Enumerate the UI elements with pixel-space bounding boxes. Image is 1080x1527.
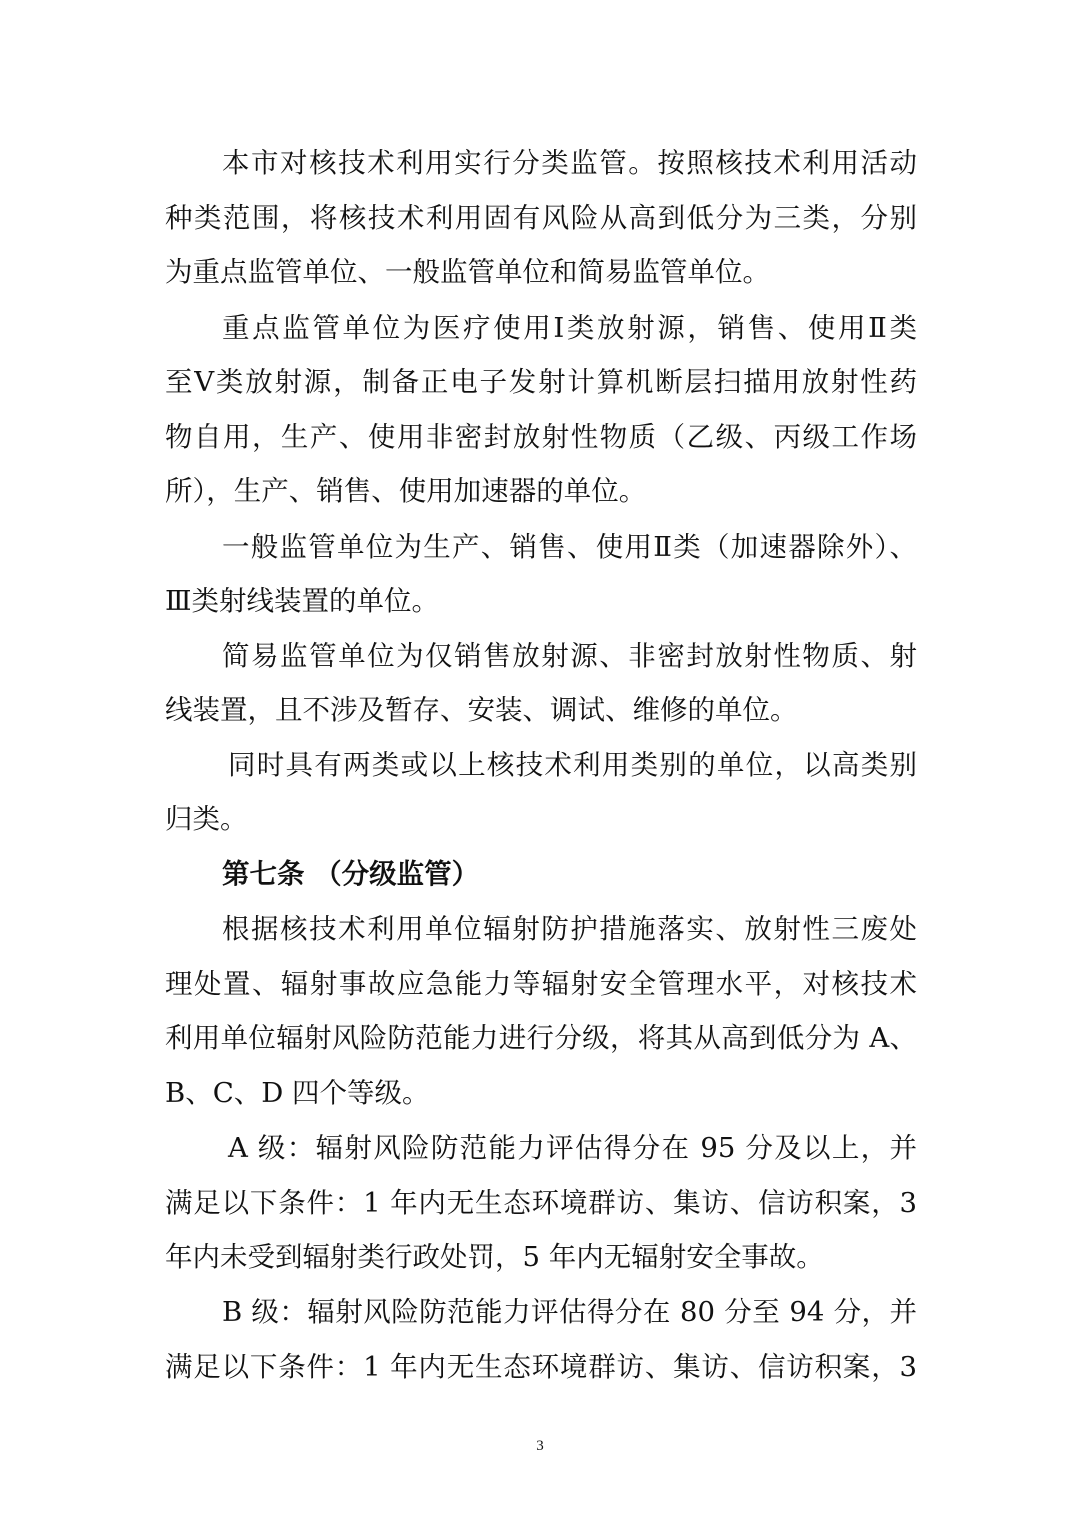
paragraph-line: B 级：辐射风险防范能力评估得分在 80 分至 94 分，并 [222, 1296, 917, 1328]
paragraph-line: Ⅲ类射线装置的单位。 [165, 585, 440, 617]
paragraph-line: 利用单位辐射风险防范能力进行分级，将其从高到低分为 A、 [165, 1022, 917, 1054]
paragraph-line: 所），生产、销售、使用加速器的单位。 [165, 475, 647, 507]
page-number: 3 [536, 1438, 544, 1454]
paragraph-line: 物自用，生产、使用非密封放射性物质（乙级、丙级工作场 [165, 421, 917, 453]
paragraph-line: 满足以下条件：1 年内无生态环境群访、集访、信访积案，3 [165, 1187, 917, 1219]
paragraph-line: 归类。 [165, 803, 248, 835]
paragraph-line: 一般监管单位为生产、销售、使用Ⅱ类（加速器除外）、 [222, 531, 917, 563]
article-heading: 第七条 （分级监管） [222, 858, 480, 890]
paragraph-line: 种类范围，将核技术利用固有风险从高到低分为三类，分别 [165, 202, 917, 234]
paragraph-line: 年内未受到辐射类行政处罚，5 年内无辐射安全事故。 [165, 1241, 824, 1273]
paragraph-line: 重点监管单位为医疗使用Ⅰ类放射源，销售、使用Ⅱ类 [222, 312, 917, 344]
paragraph-line: 为重点监管单位、一般监管单位和简易监管单位。 [165, 256, 770, 288]
paragraph-line: 至Ⅴ类放射源，制备正电子发射计算机断层扫描用放射性药 [165, 366, 917, 398]
paragraph-line: 根据核技术利用单位辐射防护措施落实、放射性三废处 [222, 913, 917, 945]
paragraph-line: 本市对核技术利用实行分类监管。按照核技术利用活动 [222, 147, 917, 179]
paragraph-line: 满足以下条件：1 年内无生态环境群访、集访、信访积案，3 [165, 1351, 917, 1383]
paragraph-line: B、C、D 四个等级。 [165, 1077, 430, 1109]
paragraph-line: A 级：辐射风险防范能力评估得分在 95 分及以上，并 [228, 1132, 917, 1164]
paragraph-line: 理处置、辐射事故应急能力等辐射安全管理水平，对核技术 [165, 968, 917, 1000]
paragraph-line: 简易监管单位为仅销售放射源、非密封放射性物质、射 [222, 640, 917, 672]
paragraph-line: 线装置，且不涉及暂存、安装、调试、维修的单位。 [165, 694, 798, 726]
paragraph-line: 同时具有两类或以上核技术利用类别的单位，以高类别 [228, 749, 917, 781]
